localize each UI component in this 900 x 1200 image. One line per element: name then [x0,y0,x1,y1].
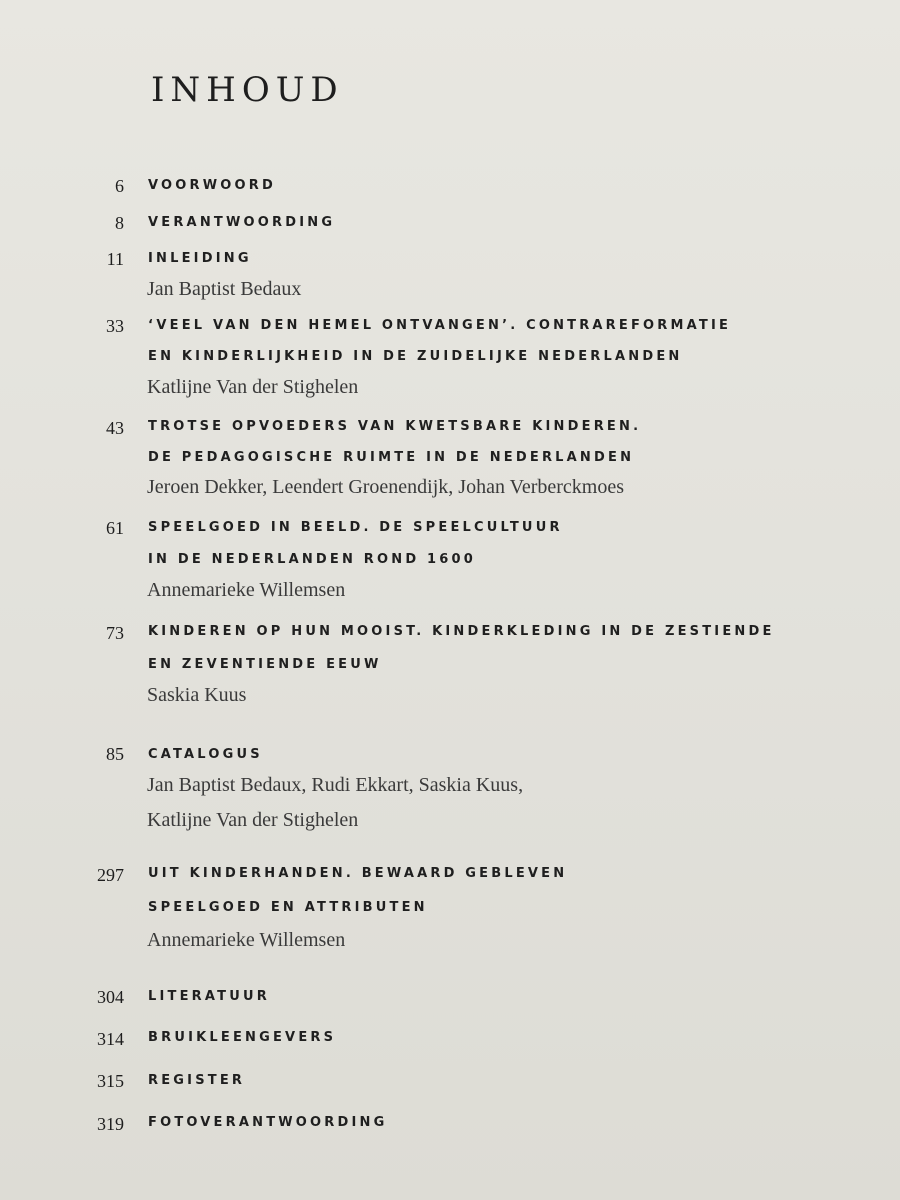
toc-page-number: 8 [115,213,124,233]
toc-author: Jan Baptist Bedaux [147,278,302,300]
toc-heading: TROTSE OPVOEDERS VAN KWETSBARE KINDEREN. [148,419,642,434]
toc-page-number: 73 [106,623,124,643]
toc-page-number: 85 [106,744,124,764]
toc-author: Annemarieke Willemsen [147,579,346,601]
toc-page-number: 314 [97,1029,124,1049]
toc-heading: SPEELGOED IN BEELD. DE SPEELCULTUUR [148,520,563,535]
toc-heading: EN ZEVENTIENDE EEUW [148,657,382,672]
toc-page-number: 43 [106,418,124,438]
toc-heading: UIT KINDERHANDEN. BEWAARD GEBLEVEN [148,866,568,881]
toc-page-number: 11 [106,249,124,269]
toc-author: Katlijne Van der Stighelen [147,809,359,831]
toc-heading: VOORWOORD [148,178,276,193]
toc-page-number: 6 [115,176,124,196]
toc-heading: ‘VEEL VAN DEN HEMEL ONTVANGEN’. CONTRAREFORMATIE [148,318,732,333]
toc-heading: IN DE NEDERLANDEN ROND 1600 [148,552,477,567]
toc-author: Annemarieke Willemsen [147,929,346,951]
toc-heading: DE PEDAGOGISCHE RUIMTE IN DE NEDERLANDEN [148,450,635,465]
page-title: INHOUD [151,70,344,110]
toc-page-number: 61 [106,518,124,538]
toc-heading: LITERATUUR [148,989,270,1004]
toc-heading: VERANTWOORDING [148,215,336,230]
toc-author: Jan Baptist Bedaux, Rudi Ekkart, Saskia Kuus, [147,774,524,796]
toc-page-number: 304 [97,987,124,1007]
toc-author: Jeroen Dekker, Leendert Groenendijk, Johan Verberckmoes [147,476,624,498]
toc-author: Saskia Kuus [147,684,247,706]
toc-heading: BRUIKLEENGEVERS [148,1030,337,1045]
toc-heading: REGISTER [148,1073,246,1088]
toc-page-number: 315 [97,1071,124,1091]
toc-heading: EN KINDERLIJKHEID IN DE ZUIDELIJKE NEDERLANDEN [148,349,683,364]
toc-heading: SPEELGOED EN ATTRIBUTEN [148,900,428,915]
toc-heading: CATALOGUS [148,747,263,762]
toc-heading: INLEIDING [148,251,252,266]
toc-heading: KINDEREN OP HUN MOOIST. KINDERKLEDING IN DE ZESTIENDE [148,624,775,639]
toc-author: Katlijne Van der Stighelen [147,376,359,398]
toc-page-number: 319 [97,1114,124,1134]
toc-page-number: 297 [97,865,124,885]
toc-page-number: 33 [106,316,124,336]
toc-heading: FOTOVERANTWOORDING [148,1115,388,1130]
